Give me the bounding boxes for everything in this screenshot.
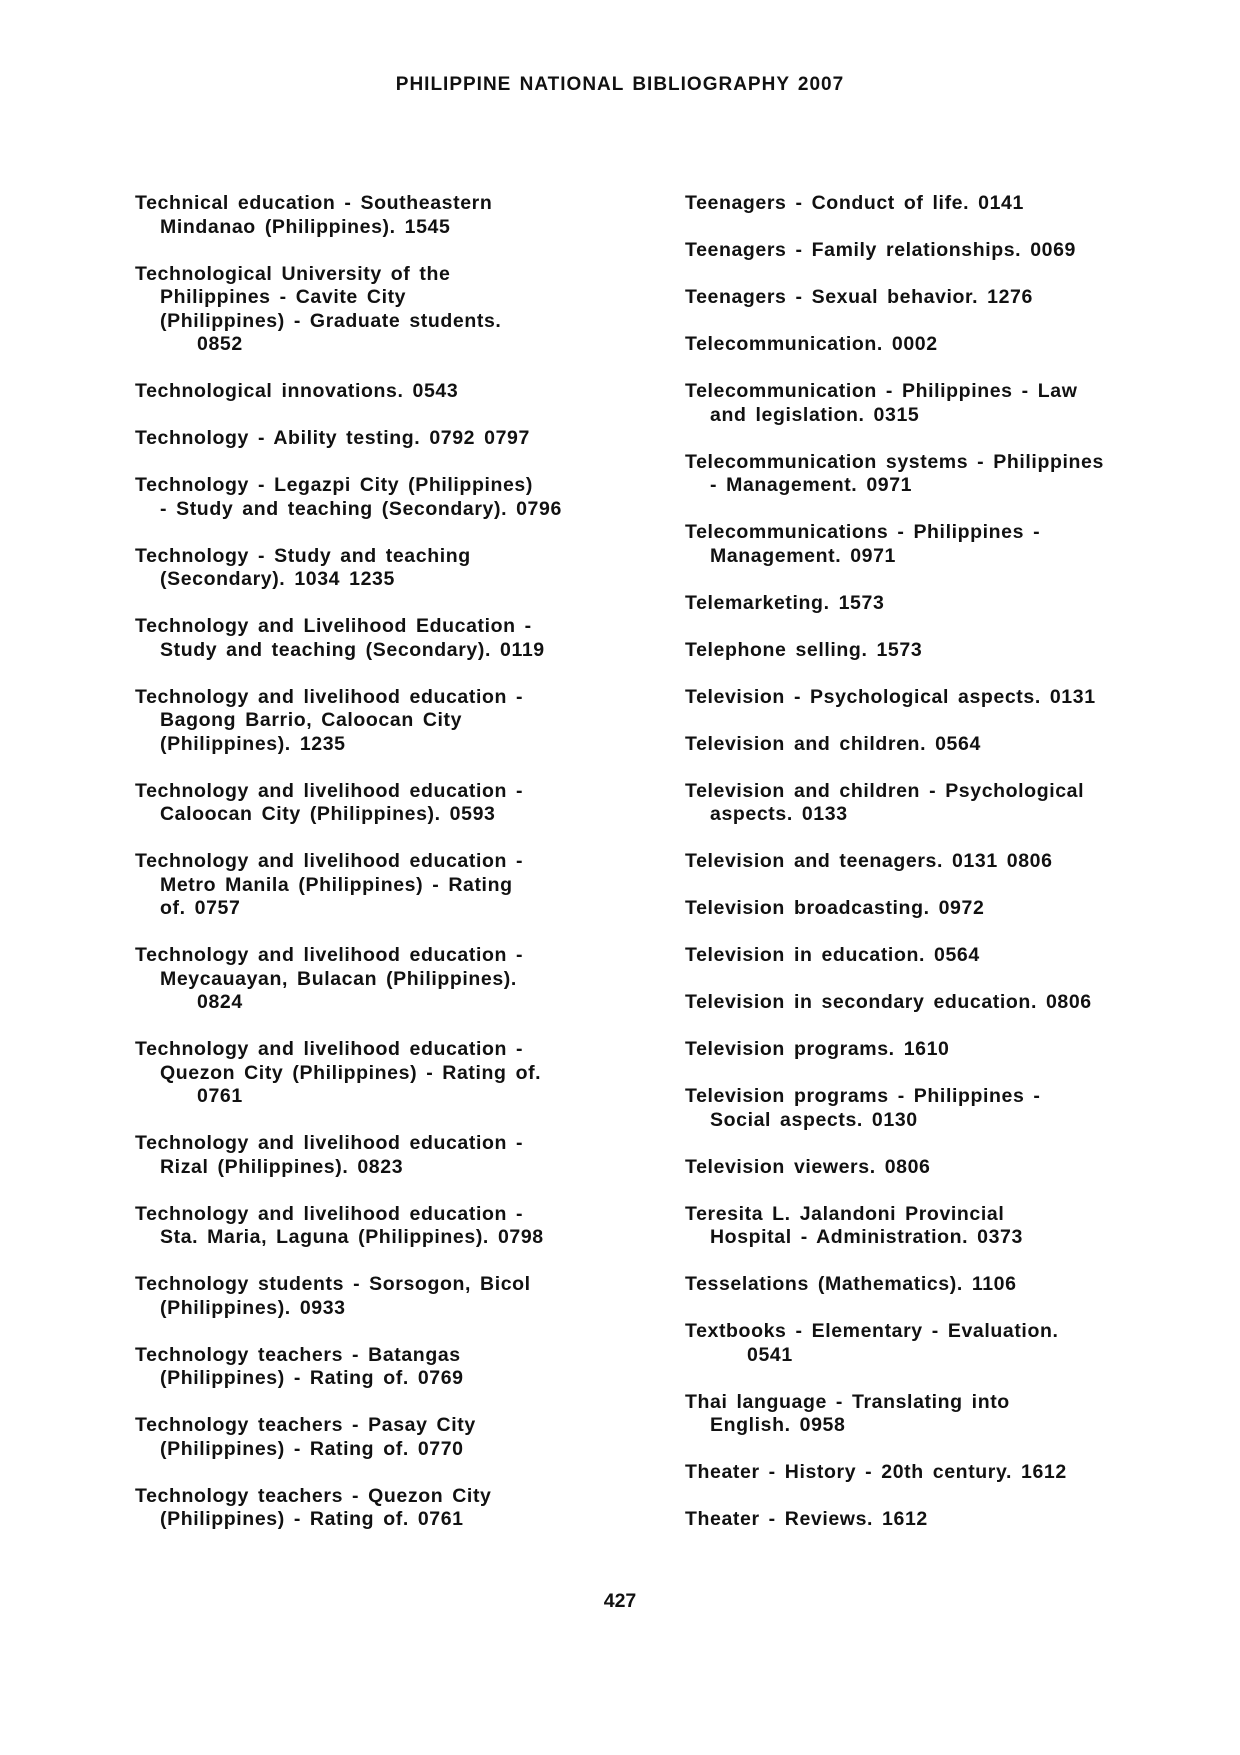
entry-heading-line: Television broadcasting. 0972	[685, 897, 985, 919]
entry-continuation-line: Social aspects. 0130	[710, 1108, 918, 1131]
entry-continuation-line: 0541	[747, 1343, 793, 1366]
entry-heading-line: Television - Psychological aspects. 0131	[685, 685, 1096, 708]
entry-heading-line: Telecommunication systems - Philippines	[685, 450, 1104, 473]
index-entry	[685, 1508, 1225, 1532]
index-entry	[685, 451, 1225, 498]
left-index-column	[135, 192, 655, 1555]
index-entry	[135, 1485, 655, 1532]
index-entry	[685, 991, 1225, 1015]
index-entry	[135, 1344, 655, 1391]
index-entry	[685, 1461, 1225, 1485]
index-entry	[135, 780, 655, 827]
entry-heading-line: Telephone selling. 1573	[685, 638, 923, 661]
entry-heading-line: Technology and Livelihood Education -	[135, 615, 532, 637]
entry-heading-line: Telemarketing. 1573	[685, 591, 885, 614]
entry-continuation-line: (Philippines) - Rating of. 0761	[160, 1508, 464, 1530]
entry-heading-line: Technological innovations. 0543	[135, 380, 459, 402]
index-entry	[685, 1085, 1225, 1132]
entry-heading-line: Technology and livelihood education -	[135, 779, 524, 802]
entry-heading-line: Technology and livelihood education -	[135, 685, 524, 708]
index-entry	[685, 1203, 1225, 1250]
entry-heading-line: Teenagers - Conduct of life. 0141	[685, 192, 1024, 214]
index-entry	[685, 380, 1225, 427]
entry-heading-line: Technology and livelihood education -	[135, 1132, 524, 1154]
index-entry	[685, 639, 1225, 663]
entry-continuation-line: Study and teaching (Secondary). 0119	[160, 638, 545, 661]
entry-heading-line: Television programs - Philippines -	[685, 1085, 1041, 1107]
entry-heading-line: Television and children - Psychological	[685, 779, 1085, 802]
index-entry	[685, 239, 1225, 263]
index-entry	[685, 944, 1225, 968]
entry-continuation-line: Management. 0971	[710, 544, 897, 567]
entry-continuation-line: 0852	[197, 333, 243, 355]
entry-heading-line: Teresita L. Jalandoni Provincial	[685, 1202, 1005, 1225]
entry-heading-line: Technology and livelihood education -	[135, 1038, 524, 1060]
entry-continuation-line: - Management. 0971	[710, 474, 913, 496]
index-entry	[685, 592, 1225, 616]
index-entry	[685, 333, 1225, 357]
right-index-column	[685, 192, 1225, 1555]
index-entry	[685, 286, 1225, 310]
entry-heading-line: Technology and livelihood education -	[135, 1202, 524, 1225]
entry-continuation-line: Bagong Barrio, Caloocan City	[160, 709, 463, 731]
index-entry	[135, 1273, 655, 1320]
entry-heading-line: Technical education - Southeastern	[135, 192, 493, 214]
entry-continuation-line: (Philippines) - Rating of. 0769	[160, 1367, 464, 1389]
index-entry	[685, 897, 1225, 921]
entry-continuation-line: (Secondary). 1034 1235	[160, 568, 395, 590]
entry-continuation-line: (Philippines). 1235	[160, 732, 346, 755]
entry-heading-line: Technology teachers - Pasay City	[135, 1414, 476, 1436]
index-entry	[135, 1414, 655, 1461]
entry-heading-line: Telecommunication - Philippines - Law	[685, 380, 1078, 402]
entry-heading-line: Telecommunication. 0002	[685, 333, 938, 355]
entry-continuation-line: Metro Manila (Philippines) - Rating	[160, 873, 513, 896]
entry-continuation-line: Caloocan City (Philippines). 0593	[160, 803, 496, 825]
entry-continuation-line: Sta. Maria, Laguna (Philippines). 0798	[160, 1226, 544, 1248]
entry-heading-line: Television programs. 1610	[685, 1038, 950, 1060]
index-entry	[685, 521, 1225, 568]
entry-heading-line: Technology and livelihood education -	[135, 944, 524, 966]
entry-heading-line: Technology - Legazpi City (Philippines)	[135, 474, 533, 496]
entry-heading-line: Technology - Study and teaching	[135, 544, 471, 567]
entry-continuation-line: of. 0757	[160, 897, 241, 919]
entry-continuation-line: English. 0958	[710, 1414, 846, 1436]
index-entry	[685, 780, 1225, 827]
page-number: 427	[603, 1590, 637, 1612]
entry-heading-line: Technology teachers - Quezon City	[135, 1484, 492, 1507]
index-entry	[135, 192, 655, 239]
index-entry	[135, 263, 655, 357]
index-entry	[135, 1132, 655, 1179]
page-header: PHILIPPINE NATIONAL BIBLIOGRAPHY 2007	[395, 74, 845, 95]
index-entry	[685, 850, 1225, 874]
entry-heading-line: Technology teachers - Batangas	[135, 1343, 461, 1366]
index-entry	[135, 1203, 655, 1250]
entry-continuation-line: 0824	[197, 991, 243, 1013]
index-entry	[135, 427, 655, 451]
index-entry	[135, 850, 655, 921]
index-entry	[135, 1038, 655, 1109]
index-entry	[685, 1156, 1225, 1180]
entry-continuation-line: Hospital - Administration. 0373	[710, 1226, 1023, 1248]
entry-heading-line: Television in education. 0564	[685, 944, 980, 966]
index-entry	[685, 1320, 1225, 1367]
entry-heading-line: Television and children. 0564	[685, 732, 981, 755]
entry-heading-line: Technology - Ability testing. 0792 0797	[135, 427, 530, 449]
entry-continuation-line: (Philippines) - Rating of. 0770	[160, 1437, 464, 1460]
entry-heading-line: Theater - History - 20th century. 1612	[685, 1461, 1067, 1483]
entry-continuation-line: and legislation. 0315	[710, 403, 920, 426]
index-entry	[685, 1038, 1225, 1062]
entry-continuation-line: (Philippines). 0933	[160, 1296, 346, 1319]
entry-continuation-line: 0761	[197, 1085, 243, 1107]
entry-heading-line: Teenagers - Sexual behavior. 1276	[685, 286, 1033, 308]
entry-continuation-line: Rizal (Philippines). 0823	[160, 1155, 404, 1178]
index-entry	[685, 1273, 1225, 1297]
entry-heading-line: Thai language - Translating into	[685, 1390, 1010, 1413]
entry-heading-line: Technological University of the	[135, 262, 451, 285]
entry-continuation-line: aspects. 0133	[710, 803, 848, 825]
entry-heading-line: Technology and livelihood education -	[135, 850, 524, 872]
index-entry	[135, 545, 655, 592]
entry-heading-line: Teenagers - Family relationships. 0069	[685, 239, 1076, 261]
entry-heading-line: Theater - Reviews. 1612	[685, 1508, 928, 1530]
entry-continuation-line: (Philippines) - Graduate students.	[160, 309, 502, 332]
index-entry	[685, 733, 1225, 757]
entry-continuation-line: Philippines - Cavite City	[160, 286, 407, 308]
index-entry	[135, 686, 655, 757]
entry-heading-line: Technology students - Sorsogon, Bicol	[135, 1273, 531, 1295]
entry-heading-line: Tesselations (Mathematics). 1106	[685, 1273, 1017, 1295]
entry-heading-line: Telecommunications - Philippines -	[685, 521, 1041, 543]
index-entry	[685, 192, 1225, 216]
index-entry	[135, 615, 655, 662]
entry-heading-line: Television and teenagers. 0131 0806	[685, 850, 1053, 872]
entry-continuation-line: Quezon City (Philippines) - Rating of.	[160, 1061, 542, 1084]
index-entry	[135, 944, 655, 1015]
entry-heading-line: Textbooks - Elementary - Evaluation.	[685, 1320, 1059, 1342]
entry-continuation-line: Mindanao (Philippines). 1545	[160, 215, 451, 238]
index-entry	[685, 1391, 1225, 1438]
index-entry	[135, 380, 655, 404]
entry-heading-line: Television viewers. 0806	[685, 1155, 931, 1178]
entry-continuation-line: - Study and teaching (Secondary). 0796	[160, 497, 562, 520]
entry-heading-line: Television in secondary education. 0806	[685, 991, 1092, 1013]
index-entry	[685, 686, 1225, 710]
index-entry	[135, 474, 655, 521]
entry-continuation-line: Meycauayan, Bulacan (Philippines).	[160, 967, 517, 990]
